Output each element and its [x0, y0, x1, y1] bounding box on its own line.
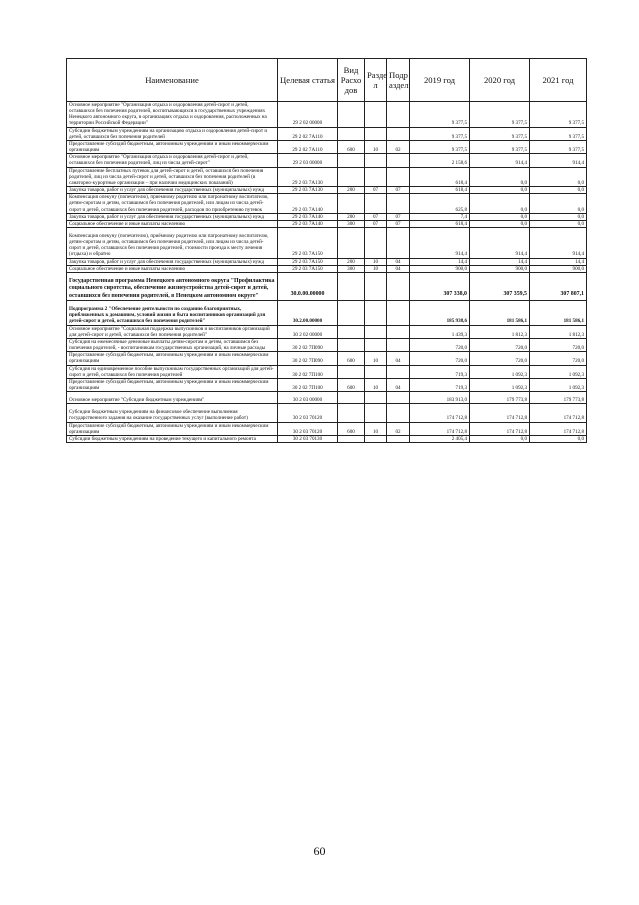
expense-type-cell: 200 — [338, 187, 365, 194]
target-article-cell: 29 2 03 7А150 — [278, 265, 338, 272]
table-row — [67, 404, 587, 422]
amount-2020-cell: 179 773,8 — [470, 392, 530, 404]
amount-2020-cell: 174 712,8 — [470, 422, 530, 435]
amount-2021-cell: 1 092,3 — [530, 365, 587, 378]
section-cell — [365, 154, 387, 167]
target-article-cell: 30.0.00.00000 — [278, 272, 338, 300]
table-row — [67, 435, 587, 442]
row-name-cell: Субсидии бюджетным учреждениям на проведение текущего и капитального ремонта — [67, 435, 278, 442]
section-cell: 07 — [365, 187, 387, 194]
amount-2020-cell: 1 092,3 — [470, 365, 530, 378]
expense-type-cell — [338, 365, 365, 378]
target-article-cell: 29 2 03 7А150 — [278, 258, 338, 265]
row-name-cell: Основное мероприятие "Субсидии бюджетным учреждениям" — [67, 392, 278, 404]
amount-2019-cell: 14,4 — [410, 258, 470, 265]
expense-type-cell: 200 — [338, 258, 365, 265]
budget-sheet — [66, 58, 586, 443]
table-row — [67, 187, 587, 194]
expense-type-cell — [338, 272, 365, 300]
expense-type-cell: 600 — [338, 378, 365, 391]
amount-2019-cell: 185 938,6 — [410, 301, 470, 325]
section-cell — [365, 102, 387, 128]
row-name-cell: Основное мероприятие "Организация отдыха и оздоровления детей-сирот и детей, оставшихся без попечения родителей, лиц из числа детей-сирот" — [67, 154, 278, 167]
row-name-cell: Государственная программа Ненецкого автономного округа "Профилактика социального сиротства, обеспечение жизнеустройства детей-сирот и детей, оставшихся без попечения родителей, в Ненецком автономном округе" — [67, 272, 278, 300]
amount-2019-cell: 9 377,5 — [410, 140, 470, 153]
expense-type-cell — [338, 167, 365, 186]
amount-2019-cell: 2 158,6 — [410, 154, 470, 167]
expense-type-cell: 600 — [338, 422, 365, 435]
table-row — [67, 265, 587, 272]
subsection-cell: 04 — [387, 378, 410, 391]
row-name-cell: Субсидия на единовременное пособие выпускникам государственных организаций для детей-сирот и детей, оставшихся без попечения родителей — [67, 365, 278, 378]
header-2021: 2021 год — [530, 59, 587, 102]
amount-2021-cell: 914,4 — [530, 227, 587, 258]
row-name-cell: Предоставление субсидий бюджетным, автономным учреждениям и иным некоммерческим организациям — [67, 140, 278, 153]
target-article-cell: 29 2 03 00000 — [278, 154, 338, 167]
header-subsection: Подр аздел — [387, 59, 410, 102]
subsection-cell — [387, 154, 410, 167]
header-section: Разде л — [365, 59, 387, 102]
target-article-cell: 29 2 03 7А140 — [278, 213, 338, 220]
amount-2021-cell: 0,0 — [530, 220, 587, 227]
row-name-cell: Субсидия на ежемесячные денежные выплаты детям-сиротам и детям, оставшимся без попечения родителей, - воспитанникам государственных организаций, на личные расходы — [67, 338, 278, 351]
expense-type-cell: 200 — [338, 213, 365, 220]
amount-2019-cell: 9 377,5 — [410, 102, 470, 128]
amount-2019-cell: 719,3 — [410, 378, 470, 391]
target-article-cell: 29 2 02 00000 — [278, 102, 338, 128]
section-cell — [365, 338, 387, 351]
amount-2020-cell: 9 377,5 — [470, 102, 530, 128]
section-cell: 10 — [365, 258, 387, 265]
row-name-cell: Компенсация опекуну (попечителю), приемному родителю или патронатному воспитателю, детям-сиротам и детям, оставшимся без попечения родителей, или лицам из числа детей-сирот и детей, оставшихся без попечения родителей, расходов по приобретению путевок — [67, 194, 278, 213]
amount-2020-cell: 0,0 — [470, 435, 530, 442]
target-article-cell: 30.2.00.00000 — [278, 301, 338, 325]
header-expense-type: Вид Расхо дов — [338, 59, 365, 102]
target-article-cell: 30 2 03 00000 — [278, 392, 338, 404]
section-cell — [365, 325, 387, 338]
target-article-cell: 29 2 03 7А140 — [278, 220, 338, 227]
amount-2021-cell: 0,0 — [530, 187, 587, 194]
section-cell: 10 — [365, 422, 387, 435]
subsection-cell — [387, 338, 410, 351]
target-article-cell: 30 2 02 7П090 — [278, 338, 338, 351]
amount-2020-cell: 720,0 — [470, 338, 530, 351]
expense-type-cell: 300 — [338, 265, 365, 272]
expense-type-cell: 300 — [338, 220, 365, 227]
expense-type-cell — [338, 102, 365, 128]
subsection-cell — [387, 102, 410, 128]
amount-2021-cell: 14,4 — [530, 258, 587, 265]
amount-2020-cell: 0,0 — [470, 213, 530, 220]
subsection-cell — [387, 227, 410, 258]
subsection-cell — [387, 301, 410, 325]
amount-2021-cell: 720,0 — [530, 352, 587, 365]
row-name-cell: Компенсация опекуну (попечителю), приёмному родителю или патронатному воспитателю, детям-сиротам и детям, оставшимся без попечения родителей, или лицам из числа детей-сирот и детей, оставшихся без попечения родителей, стоимости проезда к месту лечения (отдыха) и обратно — [67, 227, 278, 258]
amount-2020-cell: 1 812,3 — [470, 325, 530, 338]
amount-2021-cell: 0,0 — [530, 435, 587, 442]
row-name-cell: Основное мероприятие "Социальная поддержка выпускников и воспитанников организаций для детей-сирот и детей, оставшихся без попечения родителей" — [67, 325, 278, 338]
amount-2019-cell: 174 712,8 — [410, 404, 470, 422]
subsection-cell — [387, 127, 410, 140]
table-row — [67, 301, 587, 325]
target-article-cell: 30 2 02 7П100 — [278, 365, 338, 378]
amount-2020-cell: 914,4 — [470, 227, 530, 258]
expense-type-cell — [338, 127, 365, 140]
target-article-cell: 30 2 03 70120 — [278, 422, 338, 435]
amount-2020-cell: 14,4 — [470, 258, 530, 265]
subsection-cell — [387, 404, 410, 422]
row-name-cell: Закупка товаров, работ и услуг для обеспечения государственных (муниципальных) нужд — [67, 258, 278, 265]
section-cell: 10 — [365, 140, 387, 153]
section-cell — [365, 194, 387, 213]
amount-2019-cell: 307 338,0 — [410, 272, 470, 300]
table-row — [67, 227, 587, 258]
amount-2021-cell: 914,4 — [530, 154, 587, 167]
amount-2019-cell: 914,4 — [410, 227, 470, 258]
target-article-cell: 29 2 02 7А110 — [278, 127, 338, 140]
page-number: 60 — [313, 844, 326, 858]
amount-2019-cell: 720,0 — [410, 352, 470, 365]
table-row — [67, 127, 587, 140]
amount-2020-cell: 914,4 — [470, 154, 530, 167]
budget-table — [66, 58, 587, 443]
table-row — [67, 140, 587, 153]
table-header-row — [67, 59, 587, 102]
subsection-cell: 07 — [387, 213, 410, 220]
section-cell: 07 — [365, 220, 387, 227]
target-article-cell: 30 2 03 70130 — [278, 435, 338, 442]
amount-2020-cell: 174 712,8 — [470, 404, 530, 422]
target-article-cell: 29 2 03 7А140 — [278, 194, 338, 213]
subsection-cell — [387, 365, 410, 378]
table-row — [67, 154, 587, 167]
amount-2021-cell: 179 773,8 — [530, 392, 587, 404]
amount-2019-cell: 2 405,4 — [410, 435, 470, 442]
section-cell: 10 — [365, 378, 387, 391]
subsection-cell: 02 — [387, 422, 410, 435]
row-name-cell: Основное мероприятие "Организация отдыха и оздоровления детей-сирот и детей, оставшихся без попечения родителей, воспитывающихся в государственных учреждениях Ненецкого автономного округа, в организациях отдыха и оздоровления, расположенных на территории Российской Федерации" — [67, 102, 278, 128]
table-row — [67, 102, 587, 128]
section-cell: 07 — [365, 213, 387, 220]
expense-type-cell — [338, 435, 365, 442]
amount-2019-cell: 7,4 — [410, 213, 470, 220]
expense-type-cell — [338, 154, 365, 167]
expense-type-cell — [338, 338, 365, 351]
subsection-cell: 07 — [387, 220, 410, 227]
subsection-cell: 04 — [387, 265, 410, 272]
row-name-cell: Социальное обеспечение и иные выплаты населению — [67, 265, 278, 272]
amount-2020-cell: 0,0 — [470, 194, 530, 213]
row-name-cell: Закупка товаров, работ и услуг для обеспечения государственных (муниципальных) нужд — [67, 187, 278, 194]
section-cell — [365, 127, 387, 140]
section-cell — [365, 167, 387, 186]
target-article-cell: 29 2 03 7А130 — [278, 167, 338, 186]
table-row — [67, 325, 587, 338]
header-target-article: Целевая статья — [278, 59, 338, 102]
subsection-cell: 07 — [387, 187, 410, 194]
subsection-cell — [387, 194, 410, 213]
amount-2021-cell: 9 377,5 — [530, 140, 587, 153]
amount-2020-cell: 9 377,5 — [470, 140, 530, 153]
table-body — [67, 102, 587, 443]
amount-2021-cell: 9 377,5 — [530, 127, 587, 140]
amount-2019-cell: 183 913,0 — [410, 392, 470, 404]
table-row — [67, 272, 587, 300]
amount-2021-cell: 900,0 — [530, 265, 587, 272]
section-cell — [365, 404, 387, 422]
row-name-cell: Субсидии бюджетным учреждениям на финансовое обеспечение выполнения государственного задания на оказание государственных услуг (выполнение работ) — [67, 404, 278, 422]
table-row — [67, 422, 587, 435]
expense-type-cell — [338, 301, 365, 325]
subsection-cell — [387, 272, 410, 300]
amount-2019-cell: 720,0 — [410, 338, 470, 351]
row-name-cell: Предоставление субсидий бюджетным, автономным учреждениям и иным некоммерческим организациям — [67, 378, 278, 391]
section-cell — [365, 301, 387, 325]
subsection-cell: 02 — [387, 140, 410, 153]
header-name: Наименование — [67, 59, 278, 102]
table-row — [67, 213, 587, 220]
section-cell — [365, 392, 387, 404]
amount-2021-cell: 307 807,1 — [530, 272, 587, 300]
target-article-cell: 29 2 03 7А130 — [278, 187, 338, 194]
table-row — [67, 220, 587, 227]
expense-type-cell — [338, 227, 365, 258]
subsection-cell — [387, 325, 410, 338]
expense-type-cell — [338, 325, 365, 338]
amount-2020-cell: 0,0 — [470, 220, 530, 227]
table-row — [67, 338, 587, 351]
amount-2019-cell: 900,0 — [410, 265, 470, 272]
header-2019: 2019 год — [410, 59, 470, 102]
amount-2020-cell: 720,0 — [470, 352, 530, 365]
expense-type-cell: 600 — [338, 140, 365, 153]
amount-2020-cell: 307 359,5 — [470, 272, 530, 300]
amount-2021-cell: 0,0 — [530, 167, 587, 186]
table-row — [67, 365, 587, 378]
table-row — [67, 352, 587, 365]
subsection-cell — [387, 167, 410, 186]
row-name-cell: Субсидии бюджетным учреждениям на организацию отдыха и оздоровления детей-сирот и детей, оставшихся без попечения родителей — [67, 127, 278, 140]
table-row — [67, 167, 587, 186]
section-cell — [365, 272, 387, 300]
target-article-cell: 29 2 02 7А110 — [278, 140, 338, 153]
amount-2021-cell: 174 712,8 — [530, 404, 587, 422]
amount-2019-cell: 174 712,8 — [410, 422, 470, 435]
row-name-cell: Закупка товаров, работ и услуг для обеспечения государственных (муниципальных) нужд — [67, 213, 278, 220]
amount-2021-cell: 174 712,8 — [530, 422, 587, 435]
expense-type-cell — [338, 404, 365, 422]
target-article-cell: 30 2 03 70120 — [278, 404, 338, 422]
expense-type-cell — [338, 392, 365, 404]
subsection-cell: 04 — [387, 258, 410, 265]
amount-2020-cell: 900,0 — [470, 265, 530, 272]
row-name-cell: Социальное обеспечение и иные выплаты населению — [67, 220, 278, 227]
amount-2020-cell: 0,0 — [470, 187, 530, 194]
table-row — [67, 194, 587, 213]
row-name-cell: Подпрограмма 2 "Обеспечение деятельности по созданию благоприятных, приближенных к домашним, условий жизни и быта воспитанников организаций для детей-сирот и детей, оставшихся без попечения родителей" — [67, 301, 278, 325]
section-cell: 10 — [365, 352, 387, 365]
section-cell — [365, 365, 387, 378]
amount-2021-cell: 9 377,5 — [530, 102, 587, 128]
section-cell — [365, 435, 387, 442]
table-row — [67, 258, 587, 265]
amount-2019-cell: 625,8 — [410, 194, 470, 213]
target-article-cell: 29 2 03 7А150 — [278, 227, 338, 258]
amount-2020-cell: 0,0 — [470, 167, 530, 186]
amount-2019-cell: 719,3 — [410, 365, 470, 378]
amount-2020-cell: 181 586,1 — [470, 301, 530, 325]
row-name-cell: Предоставление бесплатных путевок для детей-сирот и детей, оставшихся без попечения родителей, лиц из числа детей-сирот и детей, оставшихся без попечения родителей (в санаторно-курортные организации – при наличии медицинских показаний) — [67, 167, 278, 186]
row-name-cell: Предоставление субсидий бюджетным, автономным учреждениям и иным некоммерческим организациям — [67, 352, 278, 365]
table-row — [67, 392, 587, 404]
amount-2019-cell: 618,4 — [410, 187, 470, 194]
target-article-cell: 30 2 02 00000 — [278, 325, 338, 338]
amount-2021-cell: 181 586,1 — [530, 301, 587, 325]
amount-2019-cell: 1 439,3 — [410, 325, 470, 338]
row-name-cell: Предоставление субсидий бюджетным, автономным учреждениям и иным некоммерческим организациям — [67, 422, 278, 435]
expense-type-cell: 600 — [338, 352, 365, 365]
header-2020: 2020 год — [470, 59, 530, 102]
amount-2019-cell: 618,4 — [410, 220, 470, 227]
amount-2020-cell: 9 377,5 — [470, 127, 530, 140]
subsection-cell — [387, 435, 410, 442]
amount-2021-cell: 0,0 — [530, 213, 587, 220]
amount-2021-cell: 0,0 — [530, 194, 587, 213]
section-cell — [365, 227, 387, 258]
amount-2021-cell: 1 812,3 — [530, 325, 587, 338]
subsection-cell: 04 — [387, 352, 410, 365]
expense-type-cell — [338, 194, 365, 213]
target-article-cell: 30 2 02 7П090 — [278, 352, 338, 365]
amount-2019-cell: 9 377,5 — [410, 127, 470, 140]
amount-2019-cell: 618,4 — [410, 167, 470, 186]
subsection-cell — [387, 392, 410, 404]
amount-2021-cell: 720,0 — [530, 338, 587, 351]
table-row — [67, 378, 587, 391]
amount-2021-cell: 1 092,3 — [530, 378, 587, 391]
amount-2020-cell: 1 092,3 — [470, 378, 530, 391]
target-article-cell: 30 2 02 7П100 — [278, 378, 338, 391]
section-cell: 10 — [365, 265, 387, 272]
